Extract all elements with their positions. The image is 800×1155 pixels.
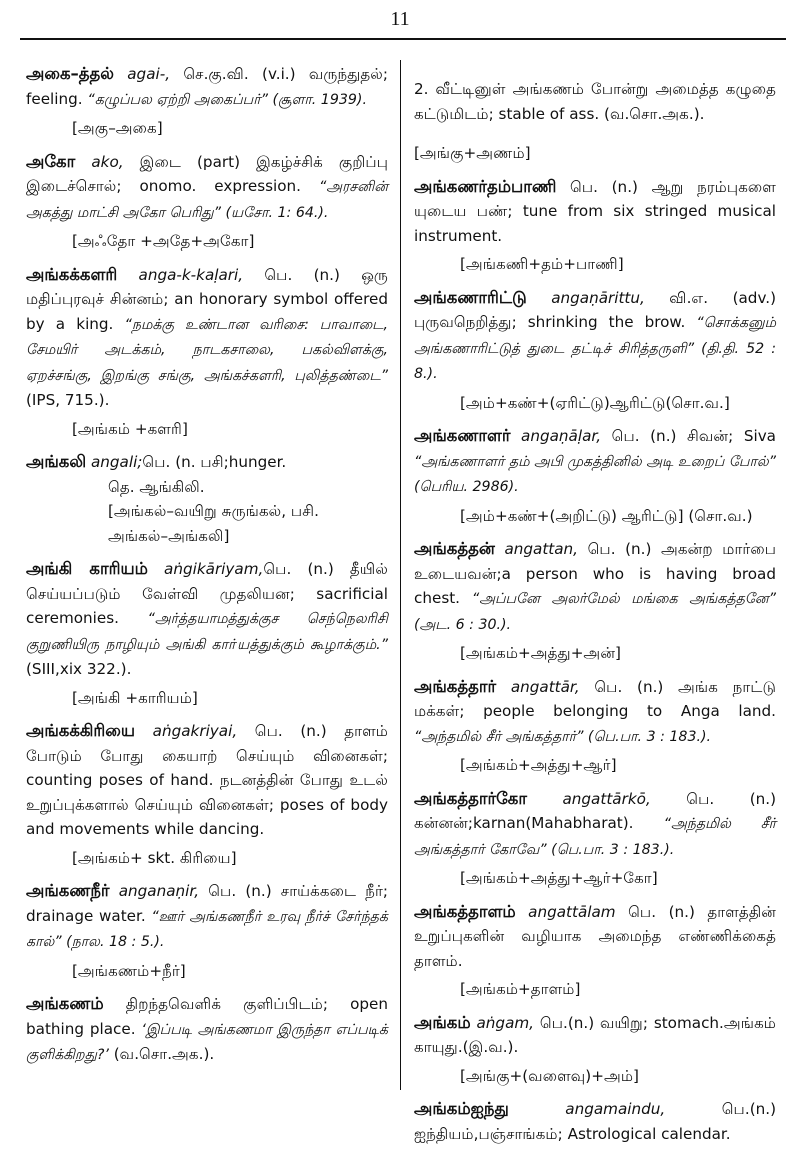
entry-definition: பெ. (n.) தாளத்தின் உறுப்புகளின் வழியாக அமைந்த எண்ணிக்கைத் தாளம். xyxy=(414,902,777,970)
column-divider xyxy=(400,60,401,1090)
entry-headword: அங்கத்தார்கோ xyxy=(414,788,527,808)
entry-transliteration: angattārkō, xyxy=(562,789,651,808)
entry-definition: பெ. (n.) அங்க நாட்டு மக்கள்; people belonging to Anga land. xyxy=(414,677,776,721)
entry-text xyxy=(414,900,776,974)
entry-definition: பெ.(n.) வயிறு; stomach.அங்கம் காயுது.(இ.வ.). xyxy=(414,1013,776,1057)
entry-definition: பெ. (n.) ஆறு நரம்புகளை யுடைய பண்; tune from six stringed musical instrument. xyxy=(414,177,776,245)
entry-definition: பெ. (n.) சாய்க்கடை நீர்; drainage water. xyxy=(26,882,388,925)
entry-quotation: “சொக்கனும் அங்கணாரிட்டுத் துடை தட்டிச் சிரித்தருளி” (தி.தி. 52 : 8.). xyxy=(414,315,776,383)
dictionary-entry xyxy=(26,719,388,870)
entry-headword: அங்கணாளர் xyxy=(414,426,511,446)
entry-definition: பெ. (n. பசி;hunger. xyxy=(142,453,287,471)
entry-subnote: அங்கல்–அங்கலி] xyxy=(108,526,230,545)
entry-headword: அங்கணாரிட்டு xyxy=(414,287,527,307)
entry-text xyxy=(414,175,776,249)
dictionary-entry xyxy=(414,424,776,528)
dictionary-entry xyxy=(414,175,776,277)
entry-headword: அங்கணநீர் xyxy=(26,881,110,900)
entry-etymology: [அங்கணி+தம்+பாணி] xyxy=(460,255,624,274)
entry-definition: பெ. (n.) கன்னன்;karnan(Mahabharat). xyxy=(414,789,776,833)
entry-quotation: “கழுப்பல ஏற்றி அகைப்பர்” (சூளா. 1939). xyxy=(87,91,367,108)
entry-headword: அங்கம்ஐந்து xyxy=(414,1099,509,1119)
entry-headword: அங்கணர்தம்பாணி xyxy=(414,176,557,196)
dictionary-entry xyxy=(414,787,776,891)
entry-transliteration: aṅgam, xyxy=(476,1013,535,1032)
entry-headword: அங்கணம் xyxy=(26,994,104,1013)
entry-definition: வி.எ. (adv.) புருவநெறித்து; shrinking the brow. xyxy=(414,288,777,332)
entry-text xyxy=(26,450,388,475)
continued-entry-etymology: [அங்கு+அணம்] xyxy=(414,144,531,163)
dictionary-entry xyxy=(26,150,388,254)
entry-transliteration: aṅgikāriyam, xyxy=(164,560,264,578)
header-rule xyxy=(20,38,786,40)
entry-text xyxy=(414,675,776,750)
entry-transliteration: angamaindu, xyxy=(565,1100,666,1119)
continued-entry xyxy=(414,77,776,166)
entry-subnote: [அங்கல்–வயிறு சுருங்கல், பசி. xyxy=(108,502,319,520)
entry-text xyxy=(414,787,776,863)
entry-transliteration: angattālam xyxy=(528,902,616,921)
entry-headword: அங்கத்தார் xyxy=(414,676,497,696)
entry-etymology: [அங்கம்+அத்து+ஆர்] xyxy=(460,756,617,775)
entry-etymology: [அங்கம்+ skt. கிரியை] xyxy=(72,848,237,867)
entry-etymology: [அகு–அகை] xyxy=(72,119,163,137)
entry-quotation: “நமக்கு உண்டான வரிசை: பாவாடை, சேமயிர் அடக்கம், நாடகசாலை, பகல்விளக்கு, ஏறச்சங்கு, இறங்கு சங்கு, அங்கச்களரி, புலித்தண்டை” xyxy=(26,316,388,384)
entry-text xyxy=(26,879,388,955)
entry-text xyxy=(26,150,388,226)
entry-quotation: “அங்கணாளர் தம் அபி முகத்தினில் அடி உறைப் போல்” (பெரிய. 2986). xyxy=(414,453,776,496)
dictionary-entry xyxy=(26,992,388,1068)
entry-etymology: [அங்கம்+அத்து+அன்] xyxy=(460,644,621,663)
entry-headword: அங்கத்தன் xyxy=(414,539,495,559)
dictionary-entry xyxy=(414,1011,776,1089)
entry-headword: அகோ xyxy=(26,151,76,171)
entry-transliteration: angali; xyxy=(90,453,143,471)
right-column xyxy=(414,62,776,1155)
entry-transliteration: ako, xyxy=(91,152,124,171)
dictionary-entry xyxy=(414,675,776,778)
entry-text xyxy=(26,263,388,413)
entry-etymology: [அங்கணம்+நீர்] xyxy=(72,961,186,980)
entry-definition: திறந்தவெளிக் குளிப்பிடம்; open bathing place. xyxy=(26,995,388,1038)
entry-etymology: [அங்கம்+அத்து+ஆர்+கோ] xyxy=(460,869,658,888)
entry-headword: அங்கக்களரி xyxy=(26,264,118,284)
entry-transliteration: angattār, xyxy=(510,677,580,696)
entry-headword: அங்கி காரியம் xyxy=(26,559,148,578)
entry-quotation: “அந்தமில் சீர் அங்கத்தார்” (பெ.பா. 3 : 183.). xyxy=(414,728,712,745)
dictionary-entry xyxy=(414,537,776,666)
dictionary-entry xyxy=(26,62,388,141)
entry-definition: பெ. (n.) தாளம் போடும் போது கையாற் செய்யும் வினைகள்; counting poses of hand. நடனத்தின் போது உடல் உறுப்புக்களால் செய்யும் வினைகள்; poses of body and movements while dancing. xyxy=(26,722,388,838)
entry-etymology: [அங்கி +காரியம்] xyxy=(72,688,198,707)
entry-transliteration: angaṇārittu, xyxy=(551,288,645,307)
entry-text xyxy=(414,537,776,637)
entry-quotation: “அந்தமில் சீர் அங்கத்தார் கோவே” (பெ.பா. 3 : 183.). xyxy=(414,816,777,858)
entry-transliteration: angattan, xyxy=(504,540,578,559)
entry-etymology: [அம்+கண்+(ஏரிட்டு)ஆரிட்டு(சொ.வ.] xyxy=(460,393,730,412)
dictionary-entry xyxy=(414,286,776,416)
entry-etymology: [அம்+கண்+(அறிட்டு) ஆரிட்டு] (சொ.வ.) xyxy=(460,506,753,525)
entry-text xyxy=(26,557,388,682)
entry-citation: (வ.சொ.அக.). xyxy=(108,1045,215,1063)
entry-transliteration: aṅgakriyai, xyxy=(152,722,238,740)
dictionary-entry xyxy=(26,879,388,983)
entry-citation: (SIII,xix 322.). xyxy=(26,660,132,678)
entry-definition: பெ. (n.) அகன்ற மார்பை உடையவன்;a person who is having broad chest. xyxy=(414,540,776,608)
entry-subnote: தெ. ஆங்கிலி. xyxy=(108,477,205,496)
entry-etymology: [அங்கம் +களரி] xyxy=(72,419,188,438)
page-number: 11 xyxy=(390,8,410,30)
entry-headword: அங்கலி xyxy=(26,452,87,471)
entry-headword: அங்கம் xyxy=(414,1012,471,1032)
entry-definition: பெ. (n.) சிவன்; Siva xyxy=(601,427,776,446)
entry-quotation: “அர்த்தயாமத்துக்குச செந்நெலரிசி குறுணியிரு நாழியும் அங்கி காா்யத்துக்கும் கூழாக்கும்.” xyxy=(26,611,388,653)
entry-definition: இடை (part) இகழ்ச்சிக் குறிப்பு இடைச்சொல்; onomo. expression. xyxy=(26,152,389,195)
continued-entry-text: 2. வீட்டினுள் அங்கணம் போன்று அமைத்த கழுதை கட்டுமிடம்; stable of ass. (வ.சொ.அக.). xyxy=(414,80,776,123)
entry-text xyxy=(26,992,388,1068)
left-column xyxy=(26,62,388,1077)
entry-definition: பெ.(n.) ஐந்தியம்,பஞ்சாங்கம்; Astrological calendar. xyxy=(414,1100,776,1143)
entry-definition: பெ. (n.) ஒரு மதிப்புரவுச் சின்னம்; an honorary symbol offered by a king. xyxy=(26,265,388,333)
entry-etymology: [அங்கு+(வளைவு)+அம்] xyxy=(460,1066,639,1085)
dictionary-entry xyxy=(26,450,388,548)
dictionary-entry xyxy=(414,900,776,1002)
entry-text xyxy=(414,1097,776,1146)
entry-text xyxy=(414,424,776,500)
entry-headword: அகை–த்தல் xyxy=(26,64,114,83)
entry-transliteration: angaṇāḷar, xyxy=(521,427,602,446)
entry-text xyxy=(26,719,388,842)
entry-definition: செ.கு.வி. (v.i.) வருந்துதல்; feeling. xyxy=(26,65,388,108)
entry-citation: (IPS, 715.). xyxy=(26,391,110,409)
entry-quotation: ‘இப்படி அங்கணமா இருந்தா எப்படிக் குளிக்கிறது?’ xyxy=(26,1021,389,1063)
entry-etymology: [அங்கம்+தாளம்] xyxy=(460,980,581,999)
entry-headword: அங்கத்தாளம் xyxy=(414,901,516,921)
dictionary-entry xyxy=(26,557,388,710)
entry-quotation: “அப்பனே அலர்மேல் மங்கை அங்கத்தனே” (அட. 6 : 30.). xyxy=(414,591,776,633)
entry-text xyxy=(26,62,388,112)
dictionary-entry xyxy=(414,1097,776,1146)
entry-text xyxy=(414,286,776,387)
entry-headword: அங்கக்கிரியை xyxy=(26,721,136,740)
entry-definition: பெ. (n.) தீயில் செய்யப்படும் வேள்வி முதலியன; sacrificial ceremonies. xyxy=(26,560,389,627)
entry-text xyxy=(414,1011,776,1060)
entry-quotation: “ஊர் அங்கணநீர் உரவு நீர்ச் சேர்ந்தக் கால்” (நால. 18 : 5.). xyxy=(26,908,388,950)
entry-etymology: [அஃதோ +அதே+அகோ] xyxy=(72,232,255,250)
dictionary-entry xyxy=(26,263,388,442)
entry-quotation: “அரசனின் அகத்து மாட்சி அகோ பெரிது” (யசோ. 1: 64.). xyxy=(26,179,388,221)
entry-transliteration: agai-, xyxy=(127,65,171,83)
entry-transliteration: anganaṇir, xyxy=(118,882,200,900)
entry-transliteration: anga-k-kaḷari, xyxy=(138,265,244,284)
